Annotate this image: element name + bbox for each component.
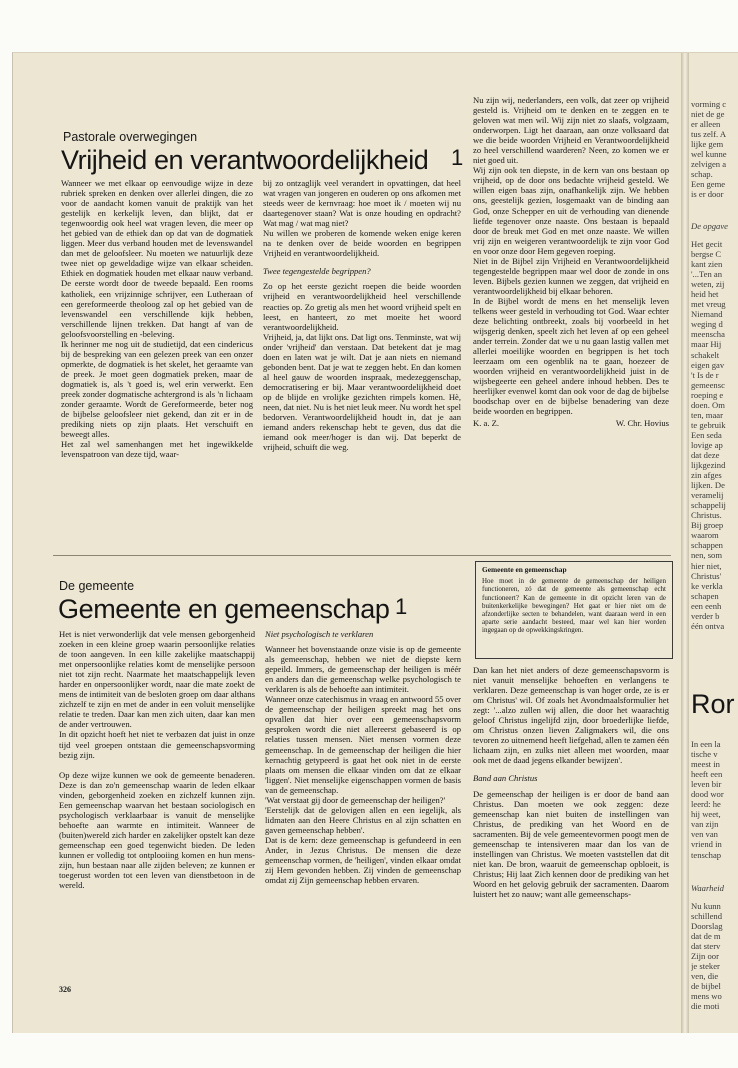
next-page-line: Christus. bbox=[691, 510, 722, 521]
next-page-line: hij weet, bbox=[691, 809, 721, 820]
next-page-line: Christus' bbox=[691, 570, 722, 581]
article2-col1-text-a: Het is niet verwonderlijk dat vele mensen geborgenheid zoeken in een kleine groep waarin persoonlijke relaties de toon aangeven. In een kille zakelijke maatschappij met onpersoonlijke relaties komt de menselijke persoon niet tot zijn recht. Naarmate het maatschappelijk leven harder en onpersoonlijker wordt, naar die mate zoekt de mens de intimiteit van de besloten groep om daar althans zichzelf te zijn en met de ander in een voluit menselijke relatie te treden. Daar kan men zich uiten, daar kan men de ander vertrouwen. In dit opzicht hoeft het niet te verbazen dat juist in onze tijd veel groepen ontstaan die gemeenschapsvorming bezig zijn. bbox=[59, 629, 255, 760]
next-page-line: een eenh bbox=[691, 600, 722, 611]
next-page-lower-text bbox=[691, 739, 738, 863]
next-page-line: zin afges bbox=[691, 470, 722, 481]
next-page-line: Niemand bbox=[691, 309, 723, 320]
next-page-line: nen, som bbox=[691, 550, 723, 561]
next-page-line: mens wo bbox=[691, 991, 722, 1002]
section-divider bbox=[53, 555, 671, 556]
page-number: 326 bbox=[59, 985, 71, 994]
article2-col3-subheading: Band aan Christus bbox=[473, 773, 538, 784]
next-page-line: dood wor bbox=[691, 789, 724, 800]
next-page-line: In een la bbox=[691, 739, 721, 749]
next-page-line: weten, zij bbox=[691, 279, 725, 290]
next-page-headline-fragment: Ror bbox=[691, 689, 735, 719]
next-page-line: lijke gem bbox=[691, 139, 724, 150]
next-page-line: wel kunne bbox=[691, 149, 727, 160]
next-page-line: dat deze bbox=[691, 449, 720, 460]
next-page-line: veramelij bbox=[691, 490, 724, 501]
next-page-line: verder b bbox=[691, 610, 720, 621]
next-page-line: weging d bbox=[691, 319, 723, 330]
next-page-line: niet de ge bbox=[691, 109, 725, 120]
magazine-page bbox=[12, 52, 738, 1033]
next-page-line: schillend bbox=[691, 911, 723, 922]
next-page-line: tenschap bbox=[691, 849, 722, 860]
next-page-line: er alleen bbox=[691, 119, 721, 130]
next-page-line: maar Hij bbox=[691, 339, 722, 350]
article2-part-number: 1 bbox=[395, 594, 408, 619]
next-page-line: waarom bbox=[691, 530, 719, 541]
next-page-bottom-text bbox=[691, 901, 738, 1015]
info-box-body: Hoe moet in de gemeente de gemeenschap der heiligen functioneren, zó dat de gemeente als gemeenschap echt functioneert? Kan de gemeente in dit opzicht leren van de buitenkerkelijke bewegingen? Het gaat er hier niet om de afzonderlijke secten te behandelen, want daaraan werd in een aparte serie aandacht besteed, maar wel kan hier worden ingegaan op de opwekkingskringen. bbox=[482, 577, 666, 635]
next-page-line: van zijn bbox=[691, 819, 719, 830]
article1-subheading: Twee tegengestelde begrippen? bbox=[263, 266, 371, 277]
article1-title: Vrijheid en verantwoordelijkheid bbox=[61, 145, 429, 175]
next-page-line: vorming c bbox=[691, 99, 727, 109]
next-page-line: schakelt bbox=[691, 349, 720, 360]
next-page-subheading-2: Waarheid bbox=[691, 883, 724, 893]
next-page-line: Het gecit bbox=[691, 239, 723, 249]
next-page-line: Nu kunn bbox=[691, 901, 721, 911]
article2-col2-subheading: Niet psychologisch te verklaren bbox=[265, 629, 374, 639]
next-page-line: eigen gav bbox=[691, 359, 725, 370]
article1-signature-left: K. a. Z. bbox=[473, 417, 500, 428]
article1-col1-text: Wanneer we met elkaar op eenvoudige wijze in deze rubriek spreken en denken over allerlei dingen, die zo voor de aandacht komen vanuit de praktijk van het gestelijk en kerkelijk leven, dan blijkt, dat er tegenwoordig ook heel wat vragen leven, die meer op het gebied van de ethiek dan op dat van de dogmatiek liggen. Meer dus verband houden met de levenswandel dan met de geloofsleer. Nu moeten we natuurlijk deze twee niet op geweldadige wijze van elkaar scheiden. Ethiek en dogmatiek houden met elkaar nauw verband. De eerste wordt door de tweede bepaald. Een rooms katholiek, een vrijzinnige schrijver, een Lutheraan of een gereformeerde theoloog zal op het gebied van de levenswandel een verschillende kijk hebben, verschillende lijnen trekken. Dat hangt af van de geloofsvoorstelling en -beleving. Ik herinner me nog uit de studietijd, dat een cindericus bij de bespreking van een gelezen preek van een onzer opmerkte, de dogmatiek is het skelet, het geraamte van de preek. Je moet geen dogmatiek preken, maar de dogmatiek is, als 't goed is, wel erin verwerkt. Een preek zonder dogmatische achtergrond is als 'n lichaam zonder geraamte. Wordt de Gereformeerde, beter nog de bijbelse geloofsleer niet gekend, dan zit er in de prediking niets op zijn plaats. Het verschuift en beweegt alles. Het zal wel samenhangen met het ingewikkelde levenspatroon van deze tijd, waar- bbox=[61, 178, 253, 460]
next-page-line: bergse C bbox=[691, 249, 722, 260]
article2-col3-text-b: De gemeenschap der heiligen is er door de band aan Christus. Dan moeten we ook zeggen: deze gemeenschap kan niet buiten de instellingen van Christus, de prediking van het Woord en de sacramenten. Bij de vele gemeentevormen poogt men de gemeenschap te intensiveren maar dan los van de instellingen van Christus. We moeten vaststellen dat dit niet kan. De bron, waaruit de gemeenschap opbloeit, is Christus; Hij laat Zich kennen door de prediking van het Woord en het gelovig gebruik der sacramenten. Daarom luistert het zo nauw; want alle gemeenschaps- bbox=[473, 788, 669, 899]
next-page-line: hier niet, bbox=[691, 560, 722, 571]
next-page-top-text bbox=[691, 99, 738, 209]
next-page-middle-text bbox=[691, 239, 738, 633]
next-page-line: dat de m bbox=[691, 931, 721, 942]
article1-column-1 bbox=[61, 178, 253, 592]
article1-col2-text-b: Zo op het eerste gezicht roepen die beide woorden vrijheid en verantwoordelijkheid heel verschillende reacties op. Zo gretig als men het woord vrijheid spelt en leest, en hanteert, zo met moeite het woord verantwoordelijkheid. Vrijheid, ja, dat lijkt ons. Dat ligt ons. Tenminste, wat wij onder 'vrijheid' dan verstaan. Dat betekent dat je mag doen en laten wat je wilt. Dat je aan niets en niemand gebonden bent. Dat je wat te zeggen hebt. En dan komen al heel gauw de woorden inspraak, medezeggenschap, democratisering er bij. Maar verantwoordelijkheid doet op de blijde en vrolijke gezichten rimpels komen. Hè, neen, dat niet. Nu is het niet leuk meer. Nu wordt het spel bedorven. Verantwoordelijkheid houdt in, dat je aan iemand anders rekenschap hebt te geven, dus dat die iemand ook meer/hoger is dan wij. Dat beperkt de vrijheid, schuift die weg. bbox=[263, 281, 461, 453]
next-page-line: leerd: he bbox=[691, 799, 721, 810]
next-page-line: is er door bbox=[691, 189, 724, 200]
next-page-line: Doorslag bbox=[691, 921, 723, 932]
article1-col3-text: Nu zijn wij, nederlanders, een volk, dat zeer op vrijheid gesteld is. Vrijheid om te denken en te zeggen en te geloven wat men wil. Wij zijn niet zo slaafs, volgzaam, onderworpen. Ligt het daaraan, aan onze volksaard dat we die beide woorden Vrijheid en Verantwoordelijkheid zo heel verschillend waarderen? Neen, zo komen we er niet goed uit. Wij zijn ook ten diepste, in de kern van ons bestaan op vrijheid, op de door ons bedachte vrijheid gesteld. We willen eigen baas zijn, onafhankelijk zijn. We hebben ons, geestelijk gezien, losgemaakt van de binding aan God, onze Schepper en uit de verhouding van dienende liefde tegenover onze naaste. Ons bestaan is bepaald door de breuk met God en met onze naaste. We willen vrij zijn en weigeren verantwoordelijk te zijn voor God en voor onze door Hem gegeven roeping. Niet in de Bijbel zijn Vrijheid en Verantwoordelijkheid tegengestelde begrippen maar wel door de zonde in ons leven. Bijbels gezien kunnen we zeggen, dat vrijheid en verantwoordelijkheid bij elkaar behoren. In de Bijbel wordt de mens en het menselijk leven telkens weer gesteld in verhouding tot God. Waar echter deze belichting ontbreekt, zoals bij voorbeeld in het wijsgerig denken, speelt zich het leven af op een geheel ander terrein. Zonder dat we u nu gaan lastig vallen met allerlei moeilijke woorden en begrippen is het toch leerzaam om een ogenblik na te gaan, hoezeer de woorden vrijheid en verantwoordelijkheid juist in de wijsbegeerte een geheel andere inhoud hebben. Des te heerlijker evenwel komt dan ook voor de dag de bijbelse boodschap over en de bijbelse benadering van deze beide woorden en begrippen. bbox=[473, 95, 669, 417]
next-page-line: Een seda bbox=[691, 429, 722, 440]
next-page-line: ven van bbox=[691, 829, 718, 840]
next-page-line: die moti bbox=[691, 1001, 720, 1012]
article2-column-1 bbox=[59, 629, 255, 974]
next-page-line: lovige ap bbox=[691, 439, 723, 450]
next-page-line: je steker bbox=[691, 961, 720, 972]
next-page-line: heeft een bbox=[691, 769, 723, 780]
next-page-line: zelvigen a bbox=[691, 159, 727, 170]
next-page-line: ven, die bbox=[691, 971, 719, 982]
next-page-line: kant zien bbox=[691, 259, 723, 270]
next-page-line: schappen bbox=[691, 540, 723, 551]
next-page-line: tische v bbox=[691, 749, 718, 760]
article2-col2-text: Wanneer het bovenstaande onze visie is op de gemeente als gemeenschap, hebben we niet de diepste kern gepeild. Immers, de gemeenschap der heiligen is méér en anders dan die gemeenschap welke psychologisch te verklaren is als de behoefte aan intimiteit. Wanneer onze catechismus in vraag en antwoord 55 over de gemeenschap der heiligen spreekt mag het ons opvallen dat hier over een gemeenschapsvorm gesproken wordt die niet allereerst gebaseerd is op relaties tussen mensen. Niet mensen vormen deze gemeenschap. In de gemeenschap der heiligen die hier kernachtig getypeerd is gaat het ook niet in de eerste plaats om mensen die elkaar vinden om dat ze elkaar 'liggen'. Niet menselijke eigenschappen vormen de basis van de gemeenschap. 'Wat verstaat gij door de gemeenschap der heiligen?' 'Eerstelijk dat de gelovigen allen en een iegelijk, als lidmaten aan den Heere Christus en al zijn schatten en gaven gemeenschap hebben'. Dat is de kern: deze gemeenschap is gefundeerd in een Ander, in Jezus Christus. De mensen die deze gemeenschap vormen, de 'heiligen', vinden elkaar omdat zij Hem gevonden hebben. Zij vinden de gemeenschap omdat zij Zijn gemeenschap hebben ervaren. bbox=[265, 644, 461, 886]
next-page-line: roeping e bbox=[691, 389, 724, 400]
next-page-line: gemeensc bbox=[691, 379, 725, 390]
next-page-line: met vreug bbox=[691, 299, 726, 310]
next-page-line: meest in bbox=[691, 759, 720, 770]
next-page-line: tus zelf. A bbox=[691, 129, 727, 140]
article2-column-2 bbox=[265, 629, 461, 974]
article2-kicker: De gemeente bbox=[59, 579, 135, 593]
next-page-line: schap. bbox=[691, 169, 713, 180]
next-page-line: lijkgezind bbox=[691, 460, 726, 471]
next-page-line: ten, maar bbox=[691, 409, 723, 420]
info-box bbox=[475, 561, 673, 659]
article2-title: Gemeente en gemeenschap bbox=[58, 594, 390, 624]
next-page-top-lines bbox=[691, 99, 738, 199]
next-page-lower-lines bbox=[691, 739, 738, 860]
next-page-line: ke verkla bbox=[691, 580, 723, 591]
next-page-line: schappelij bbox=[691, 500, 726, 511]
article2-col3-text-a: Dan kan het niet anders of deze gemeenschapsvorm is niet vanuit menselijke behoeften en verlangens te verklaren. Deze gemeenschap is van hoger orde, ze is er om Christus' wil. Of zoals het Avondmaalsformulier het zegt: '...alzo zullen wij allen, die door het waarachtig geloof Christus ingelijfd zijn, door broederlijke liefde, om Christus onzen lieven Zaligmakers wil, die ons tevoren zo uitnemend heeft liefgehad, allen te zamen één lichaam zijn, en zulks niet alleen met woorden, maar ook met de daad jegens elkander bewijzen'. bbox=[473, 665, 669, 766]
next-page-line: Bij groep bbox=[691, 520, 724, 531]
next-page-line: te gebruik bbox=[691, 419, 726, 430]
article1-kicker: Pastorale overwegingen bbox=[63, 130, 198, 144]
next-page-line: schapen bbox=[691, 590, 719, 601]
next-page-line: dat sterv bbox=[691, 941, 721, 952]
article2-column-3 bbox=[473, 665, 669, 1010]
next-page-line: heid het bbox=[691, 289, 719, 300]
next-page-subheading: De opgave bbox=[691, 221, 728, 231]
article1-column-2 bbox=[263, 178, 461, 592]
next-page-line: 't Is de r bbox=[691, 369, 719, 380]
article1-signature-row bbox=[473, 418, 669, 428]
next-page-line: '...Ten an bbox=[691, 269, 723, 280]
next-page-line: leven bir bbox=[691, 779, 722, 790]
page-gutter bbox=[681, 53, 689, 1033]
article2-col1-text-b: Op deze wijze kunnen we ook de gemeente benaderen. Deze is dan zo'n gemeenschap waarin de leden elkaar vinden, geborgenheid zoeken en zichzelf kunnen zijn. Een gemeenschap waarvan het bestaan sociologisch en psychologisch verklaarbaar is vanuit de menselijke behoefte aan warmte en intimiteit. Wanneer de (buiten)wereld zich harder en zakelijker opstelt kan deze gemeenschap een goed tegenwicht bieden. De leden kunnen er volledig tot ontplooiing komen en hun mens-zijn, hun bestaan naar alle zijden beleven; ze kunnen er toegerust worden tot een leven van dienstbetoon in de wereld. bbox=[59, 769, 255, 891]
next-page-line: Een geme bbox=[691, 179, 726, 190]
next-page-line: doen. Om bbox=[691, 399, 725, 410]
article2-col1-spacer bbox=[59, 760, 255, 770]
article1-column-3 bbox=[473, 95, 669, 592]
next-page-middle-lines bbox=[691, 239, 738, 631]
article1-part-number: 1 bbox=[451, 145, 464, 170]
next-page-bottom-lines bbox=[691, 901, 738, 1012]
next-page-line: Zijn oor bbox=[691, 951, 719, 962]
info-box-title: Gemeente en gemeenschap bbox=[482, 565, 567, 574]
next-page-line: meenscha bbox=[691, 329, 725, 340]
next-page-line: lijken. De bbox=[691, 480, 725, 491]
next-page-line: vriend in bbox=[691, 839, 722, 850]
article1-author: W. Chr. Hovius bbox=[615, 417, 669, 428]
next-page-line: één ontva bbox=[691, 620, 725, 631]
article1-col2-text-a: bij zo ontzaglijk veel verandert in opvattingen, dat heel wat vragen van jongeren en ouderen op ons afkomen met steeds weer de kernvraag: hoe moet ik / moeten wij nu daartegenover staan? Wat is onze houding en opdracht? Wat mag / wat mag niet? Nu willen we proberen de komende weken enige keren na te denken over de beide woorden en begrippen Vrijheid en verantwoordelijkheid. bbox=[263, 178, 461, 259]
next-page-line: de bijbel bbox=[691, 981, 721, 992]
